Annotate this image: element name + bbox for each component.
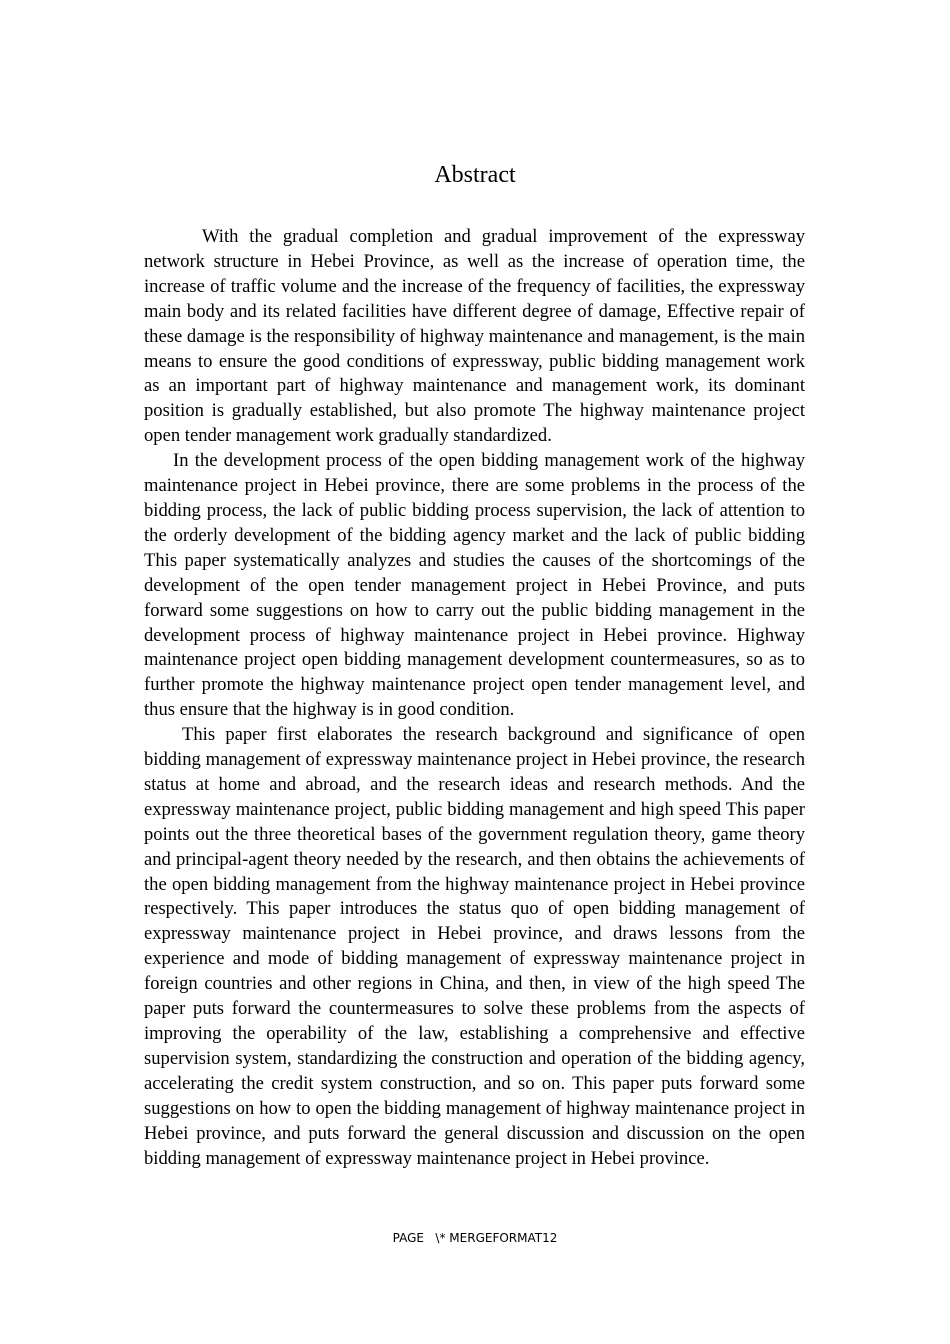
abstract-body (144, 225, 805, 1171)
page-footer-field: PAGE \* MERGEFORMAT12 (392, 1231, 558, 1245)
abstract-paragraph-1: With the gradual completion and gradual improvement of the expressway network structure in Hebei Province, as well as the increase of operation time, the increase of traffic volume and the increase of the frequency of facilities, the expressway main body and its related facilities have different degree of damage, Effective repair of these damage is the responsibility of highway maintenance and management, is the main means to ensure the good conditions of expressway, public bidding management work as an important part of highway maintenance and management work, its dominant position is gradually established, but also promote The highway maintenance project open tender management work gradually standardized. (144, 226, 805, 447)
abstract-title: Abstract (434, 162, 516, 188)
abstract-paragraph-3: This paper first elaborates the research background and significance of open bidding management of expressway maintenance project in Hebei province, the research status at home and abroad, and the research ideas and research methods. And the expressway maintenance project, public bidding management and high speed This paper points out the three theoretical bases of the government regulation theory, game theory and principal-agent theory needed by the research, and then obtains the achievements of the open bidding management from the highway maintenance project in Hebei province respectively. This paper introduces the status quo of open bidding management of expressway maintenance project in Hebei province, and draws lessons from the experience and mode of bidding management of expressway maintenance project in foreign countries and other regions in China, and then, in view of the high speed The paper puts forward the countermeasures to solve these problems from the aspects of improving the operability of the law, establishing a comprehensive and effective supervision system, standardizing the construction and operation of the bidding agency, accelerating the credit system construction, and so on. This paper puts forward some suggestions on how to open the bidding management of highway maintenance project in Hebei province, and puts forward the general discussion and discussion on the open bidding management of expressway maintenance project in Hebei province. (144, 724, 805, 1169)
abstract-paragraph-2: In the development process of the open bidding management work of the highway maintenance project in Hebei province, there are some problems in the process of the bidding process, the lack of public bidding process supervision, the lack of attention to the orderly development of the bidding agency market and the lack of public bidding This paper systematically analyzes and studies the causes of the shortcomings of the development of the open tender management project in Hebei Province, and puts forward some suggestions on how to carry out the public bidding management in the development process of highway maintenance project in Hebei province. Highway maintenance project open bidding management development countermeasures, so as to further promote the highway maintenance project open tender management level, and thus ensure that the highway is in good condition. (144, 450, 805, 721)
